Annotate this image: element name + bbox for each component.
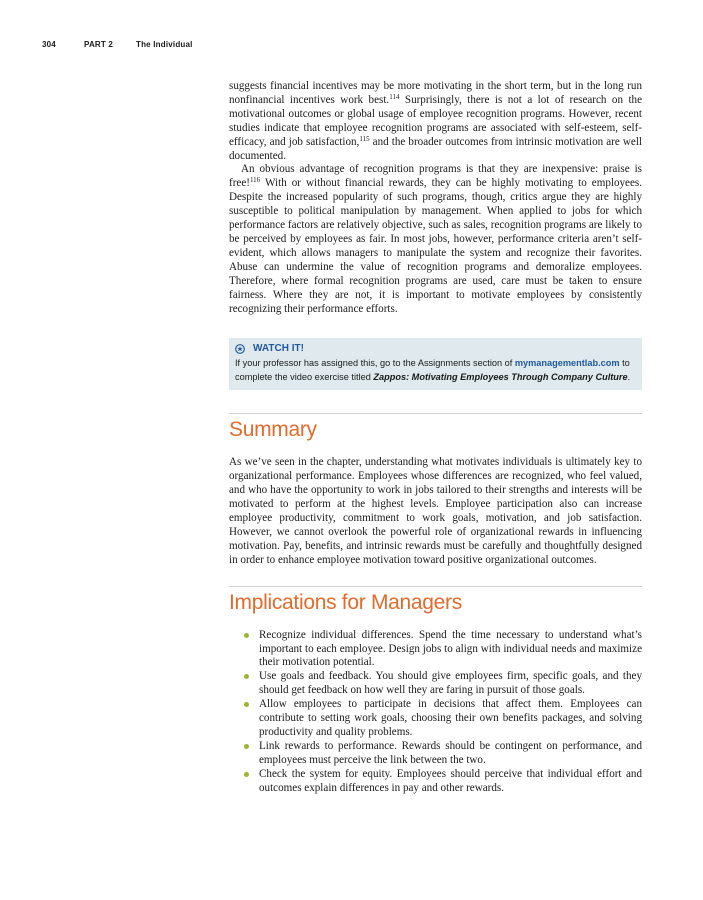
part-label: PART 2 [84, 40, 114, 49]
body-paragraph-1 [229, 80, 642, 163]
watch-it-header [235, 343, 636, 354]
bullet-dot-icon [244, 744, 249, 749]
implications-list [229, 629, 642, 796]
list-item-text: Link rewards to performance. Rewards should be contingent on performance, and employees must perceive the link between the two. [259, 739, 642, 766]
body-paragraph-2 [229, 163, 642, 316]
para2-text-b: With or without financial rewards, they can be highly motivating to employees. Despite the increased popularity of such programs, though, critics argue they are highly susceptible to political manipulation by management. When applied to jobs for which performance factors are relatively objective, such as sales, recognition programs are likely to be perceived by employees as fair. In most jobs, however, performance criteria aren’t self-evident, which allows managers to manipulate the system and recognize their favorites. Abuse can undermine the value of recognition programs and demoralize employees. Therefore, where formal recognition programs are used, care must be taken to ensure fairness. Where they are not, it is important to motivate employees by consistently recognizing their performance efforts. [229, 177, 642, 315]
running-head [42, 40, 193, 49]
section-divider [229, 586, 642, 587]
main-column [229, 80, 642, 796]
para1-text-c: and the broader outcomes from intrinsic motivation are well documented. [229, 135, 642, 162]
list-item [229, 768, 642, 796]
para1-text-b: Surprisingly, there is not a lot of research on the motivational outcomes or global usage of employee recognition programs. However, recent studies indicate that employee recognition programs are associated with self-esteem, self-efficacy, and job satisfaction, [229, 93, 642, 148]
summary-paragraph: As we’ve seen in the chapter, understanding what motivates individuals is ultimately key to organizational performance. Employees whose differences are recognized, who feel valued, and who have the opportunity to work in jobs tailored to their strengths and interests will be motivated to perform at the highest levels. Employee participation also can increase employee productivity, commitment to work goals, motivation, and job satisfaction. However, we cannot overlook the powerful role of organizational rewards in influencing motivation. Pay, benefits, and intrinsic rewards must be carefully and thoughtfully designed in order to enhance employee motivation toward positive organizational outcomes. [229, 456, 642, 566]
bullet-dot-icon [244, 633, 249, 638]
page-number: 304 [42, 40, 56, 49]
list-item [229, 740, 642, 768]
list-item-text: Use goals and feedback. You should give employees firm, specific goals, and they should get feedback on how well they are faring in pursuit of those goals. [259, 670, 642, 697]
bullet-dot-icon [244, 772, 249, 777]
implications-heading: Implications for Managers [229, 590, 462, 614]
bullet-dot-icon [244, 674, 249, 679]
summary-heading: Summary [229, 418, 317, 442]
watch-it-text-c: . [627, 371, 631, 382]
watch-it-text [235, 357, 636, 384]
watch-it-title: WATCH IT! [253, 343, 304, 355]
mymanagementlab-link[interactable]: mymanagementlab.com [514, 358, 620, 369]
list-item [229, 629, 642, 671]
endnote-ref-116: 116 [249, 176, 261, 185]
watch-it-box [229, 338, 642, 390]
watch-it-text-b: to complete the video exercise titled [235, 358, 630, 382]
part-title: The Individual [136, 40, 193, 49]
para1-text-a: suggests financial incentives may be more motivating in the short term, but in the long run nonfinancial incentives work best. [229, 80, 642, 106]
watch-it-text-a: If your professor has assigned this, go to the Assignments section of [235, 358, 515, 369]
list-item [229, 698, 642, 740]
endnote-ref-114: 114 [389, 92, 400, 101]
section-divider [229, 413, 642, 414]
list-item-text: Recognize individual differences. Spend the time necessary to understand what’s important to each employee. Design jobs to align with individual needs and maximize their motivation potential. [259, 628, 642, 669]
list-item [229, 670, 642, 698]
para2-text-a: An obvious advantage of recognition programs is that they are inexpensive: praise is free! [229, 163, 642, 190]
endnote-ref-115: 115 [359, 134, 370, 143]
star-circle-icon [235, 344, 245, 354]
video-exercise-title: Zappos: Motivating Employees Through Company Culture [373, 371, 628, 382]
list-item-text: Check the system for equity. Employees should perceive that individual effort and outcomes explain differences in pay and other rewards. [259, 767, 642, 794]
bullet-dot-icon [244, 702, 249, 707]
list-item-text: Allow employees to participate in decisions that affect them. Employees can contribute to setting work goals, choosing their own benefits packages, and solving productivity and quality problems. [259, 698, 642, 738]
